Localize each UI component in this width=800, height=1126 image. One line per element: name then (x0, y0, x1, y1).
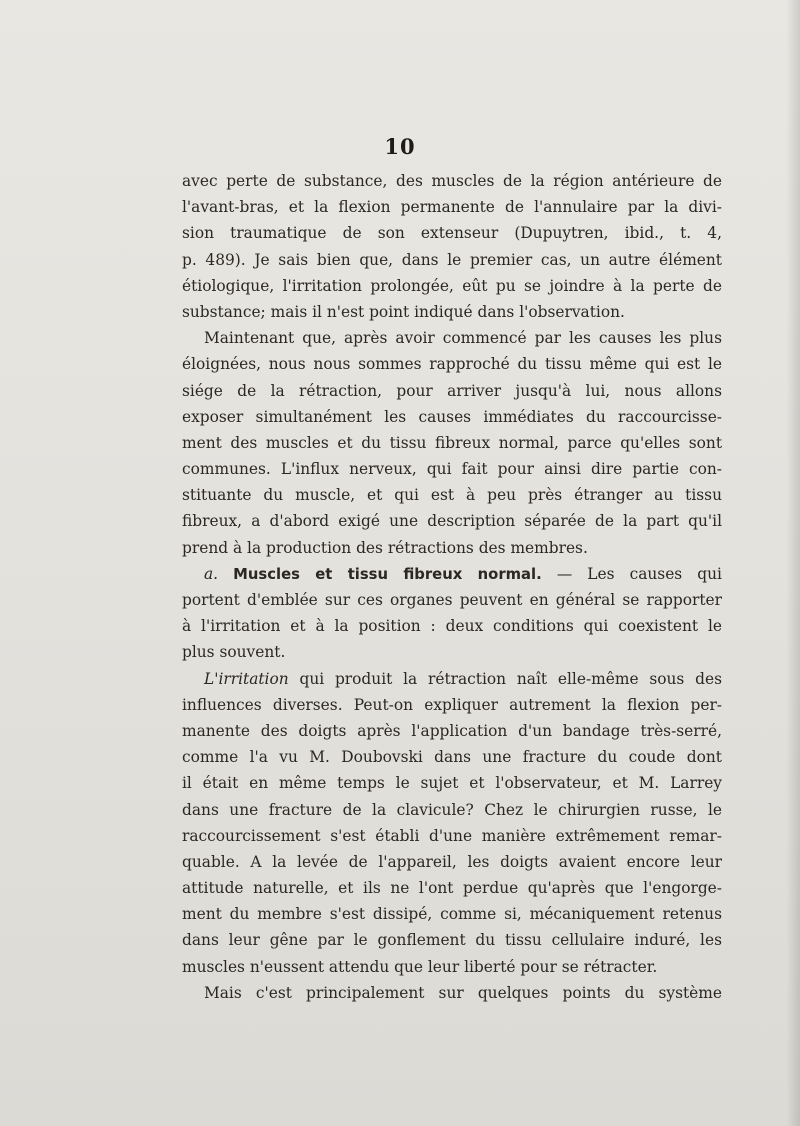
line-text: exposer simultanément les causes immédiates du raccourcisse- (182, 407, 722, 426)
italic-term: L'irritation (204, 669, 289, 688)
section-letter: a. (204, 564, 219, 583)
text-line (182, 797, 722, 823)
line-text: Mais c'est principalement sur quelques points du système (204, 983, 722, 1002)
line-text: fibreux, a d'abord exigé une description séparée de la part qu'il (182, 512, 722, 531)
line-text: prend à la production des rétractions des membres. (182, 538, 588, 557)
line-text: à l'irritation et à la position : deux conditions qui coexistent le (182, 617, 722, 636)
text-line (182, 744, 722, 770)
body-text (182, 168, 722, 1006)
text-line (182, 220, 722, 246)
section-dash: — (556, 564, 573, 583)
line-text: communes. L'influx nerveux, qui fait pour ainsi dire partie con- (182, 460, 722, 479)
line-text: stituante du muscle, et qui est à peu près étranger au tissu (182, 486, 722, 505)
line-text: portent d'emblée sur ces organes peuvent en général se rapporter (182, 591, 722, 609)
text-line (182, 430, 722, 456)
line-text: qui produit la rétraction naît elle-même sous des (299, 669, 722, 688)
line-text: dans une fracture de la clavicule? Chez le chirurgien russe, le (182, 800, 722, 819)
line-text: l'avant-bras, et la flexion permanente de l'annulaire par la divi- (182, 198, 722, 217)
text-line (182, 404, 722, 430)
text-line (182, 770, 722, 796)
text-line (182, 168, 722, 194)
text-line (182, 194, 722, 220)
section-title: Muscles et tissu fibreux normal. (233, 565, 542, 583)
line-text: attitude naturelle, et ils ne l'ont perdue qu'après que l'engorge- (182, 879, 722, 898)
text-line (182, 508, 722, 534)
text-line (182, 351, 722, 377)
text-line (182, 325, 722, 351)
line-text: raccourcissement s'est établi d'une manière extrêmement remar- (182, 826, 722, 845)
text-line (182, 980, 722, 1006)
line-text: éloignées, nous nous sommes rapproché du tissu même qui est le (182, 355, 722, 374)
text-line (182, 692, 722, 718)
line-text: il était en même temps le sujet et l'observateur, et M. Larrey (182, 774, 722, 793)
text-line (182, 378, 722, 404)
text-line (182, 875, 722, 901)
text-line (182, 535, 722, 561)
text-line (182, 639, 722, 665)
line-text: quable. A la levée de l'appareil, les doigts avaient encore leur (182, 852, 722, 871)
line-text: Maintenant que, après avoir commencé par les causes les plus (204, 329, 722, 348)
line-text: manente des doigts après l'application d'un bandage très-serré, (182, 721, 722, 740)
text-line (182, 927, 722, 953)
text-line (182, 666, 722, 692)
text-line (182, 849, 722, 875)
text-line (182, 823, 722, 849)
page-number: 10 (384, 134, 416, 159)
text-line (182, 587, 722, 613)
text-line (182, 273, 722, 299)
text-line (182, 954, 722, 980)
text-line (182, 613, 722, 639)
line-text: influences diverses. Peut-on expliquer autrement la flexion per- (182, 695, 722, 714)
line-text: dans leur gêne par le gonflement du tissu cellulaire induré, les (182, 931, 722, 950)
line-text: muscles n'eussent attendu que leur liberté pour se rétracter. (182, 957, 658, 976)
text-line (182, 482, 722, 508)
text-line (182, 299, 722, 325)
text-line (182, 718, 722, 744)
section-heading-line (182, 561, 722, 587)
line-text: sion traumatique de son extenseur (Dupuytren, ibid., t. 4, (182, 224, 722, 243)
line-text: Les causes qui (587, 564, 722, 583)
line-text: p. 489). Je sais bien que, dans le premier cas, un autre élément (182, 250, 722, 269)
text-line (182, 456, 722, 482)
line-text: étiologique, l'irritation prolongée, eût pu se joindre à la perte de (182, 276, 722, 295)
line-text: avec perte de substance, des muscles de la région antérieure de (182, 172, 722, 190)
line-text: substance; mais il n'est point indiqué dans l'observation. (182, 302, 625, 321)
line-text: siége de la rétraction, pour arriver jusqu'à lui, nous allons (182, 381, 722, 400)
line-text: plus souvent. (182, 643, 286, 662)
text-line (182, 901, 722, 927)
line-text: ment du membre s'est dissipé, comme si, mécaniquement retenus (182, 905, 722, 924)
text-line (182, 247, 722, 273)
page-edge-shadow (786, 0, 800, 1126)
line-text: ment des muscles et du tissu fibreux normal, parce qu'elles sont (182, 433, 722, 452)
line-text: comme l'a vu M. Doubovski dans une fracture du coude dont (182, 748, 722, 767)
